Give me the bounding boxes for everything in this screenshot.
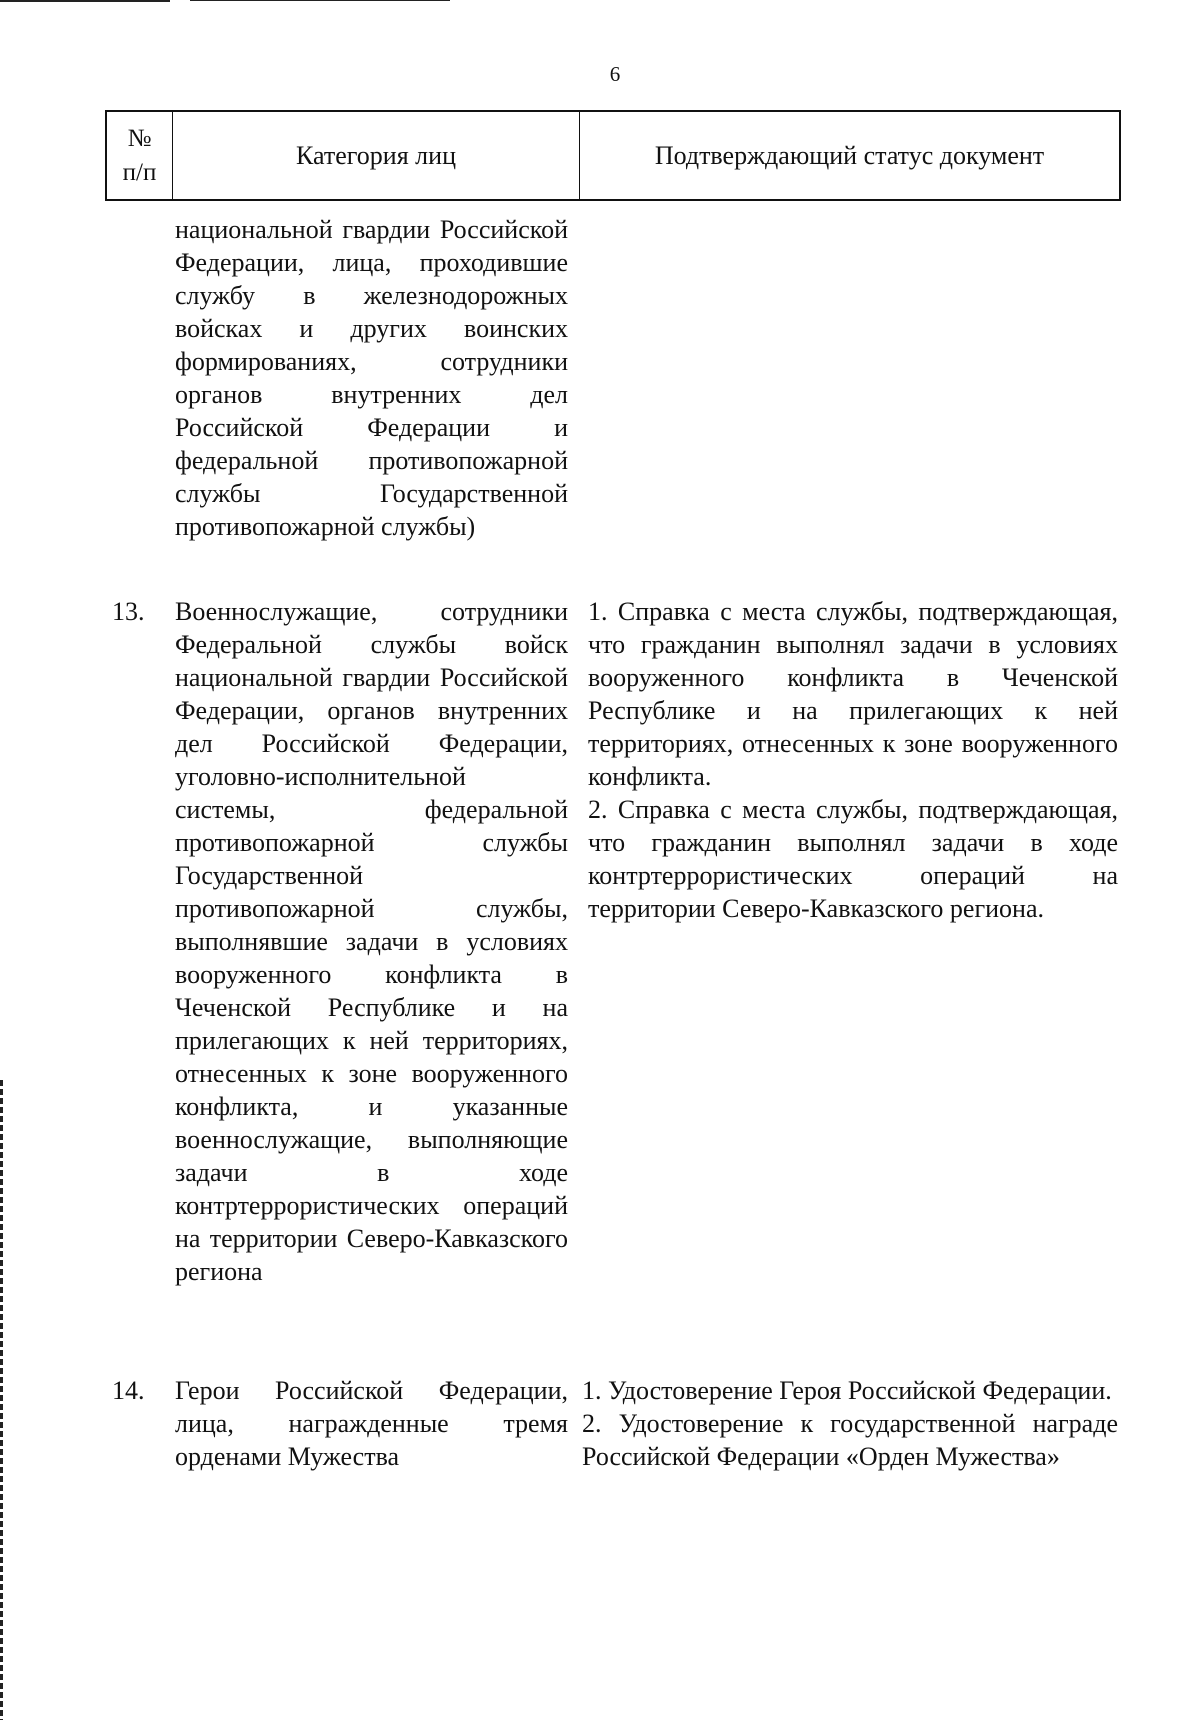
row-13-document-1: 1. Справка с места службы, подтверждающая, что гражданин выполнял задачи в условиях вооруженного конфликта в Чеченской Республике и на прилегающих к ней территориях, отнесенных к зоне вооруженного конфликта. [588, 597, 1118, 791]
row-14-document-2: 2. Удостоверение к государственной награде Российской Федерации «Орден Мужества» [582, 1409, 1118, 1471]
row-13-number: 13. [112, 597, 145, 626]
row-13-documents [588, 595, 1118, 925]
row-13-document-2: 2. Справка с места службы, подтверждающая, что гражданин выполнял задачи в ходе контртеррористических операций на территории Северо-Кавказского региона. [588, 795, 1118, 923]
row-14-number: 14. [112, 1376, 145, 1405]
row-14-document-1: 1. Удостоверение Героя Российской Федерации. [582, 1376, 1112, 1405]
row-14-category: Герои Российской Федерации, лица, награжденные тремя орденами Мужества [175, 1376, 568, 1471]
header-category: Категория лиц [173, 112, 580, 199]
table-row-continuation-category: национальной гвардии Российской Федерации, лица, проходившие службу в железнодорожных войсках и других воинских формированиях, сотрудники органов внутренних дел Российской Федерации и федеральной противопожарной службы Государственной противопожарной службы) [175, 215, 568, 541]
page-number: 6 [609, 62, 621, 86]
row-14-documents [582, 1374, 1118, 1473]
scan-top-line [0, 0, 170, 2]
header-number: № п/п [107, 112, 173, 199]
table-header [105, 110, 1121, 201]
scan-top-line [190, 0, 450, 1]
row-13-category: Военнослужащие, сотрудники Федеральной службы войск национальной гвардии Российской Федерации, органов внутренних дел Российской Федерации, уголовно-исполнительной системы, федеральной противопожарной службы Государственной противопожарной службы, выполнявшие задачи в условиях вооруженного конфликта в Чеченской Республике и на прилегающих к ней территориях, отнесенных к зоне вооруженного конфликта, и указанные военнослужащие, выполняющие задачи в ходе контртеррористических операций на территории Северо-Кавказского региона [175, 597, 568, 1286]
scan-left-edge [0, 1080, 3, 1720]
header-document: Подтверждающий статус документ [654, 140, 1045, 170]
